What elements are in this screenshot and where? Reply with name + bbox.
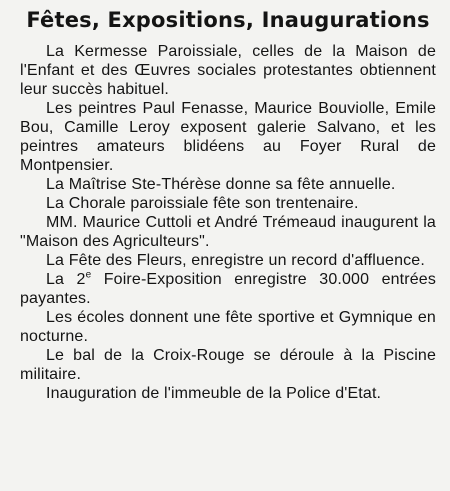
foire-rest: Foire-Exposition enregistre 30.000 entrées payantes. [20, 271, 436, 307]
paragraph-chorale: La Chorale paroissiale fête son trentenaire. [46, 195, 359, 212]
paragraph-bal-croix-rouge: Le bal de la Croix-Rouge se déroule à la Piscine militaire. [20, 347, 436, 383]
paragraph-fete-fleurs: La Fête des Fleurs, enregistre un record d'affluence. [46, 252, 425, 269]
paragraph-police: Inauguration de l'immeuble de la Police d'Etat. [46, 385, 382, 402]
article-title: Fêtes, Expositions, Inaugurations [26, 8, 430, 32]
paragraph-kermesse: La Kermesse Paroissiale, celles de la Maison de l'Enfant et des Œuvres sociales protestantes obtiennent leur succès habituel. [20, 43, 436, 98]
paragraph-foire-exposition [20, 270, 436, 308]
paragraph-ecoles: Les écoles donnent une fête sportive et Gymnique en nocturne. [20, 309, 436, 345]
foire-ordinal-superscript: e [85, 269, 92, 281]
foire-lead: La 2 [46, 271, 86, 288]
paragraph-peintres: Les peintres Paul Fenasse, Maurice Bouviolle, Emile Bou, Camille Leroy exposent galerie Salvano, et les peintres amateurs blidéens au Foyer Rural de Montpensier. [20, 100, 436, 174]
paragraph-maison-agriculteurs: MM. Maurice Cuttoli et André Trémeaud inaugurent la "Maison des Agriculteurs". [20, 214, 436, 250]
paragraph-maitrise: La Maîtrise Ste-Thérèse donne sa fête annuelle. [46, 176, 396, 193]
